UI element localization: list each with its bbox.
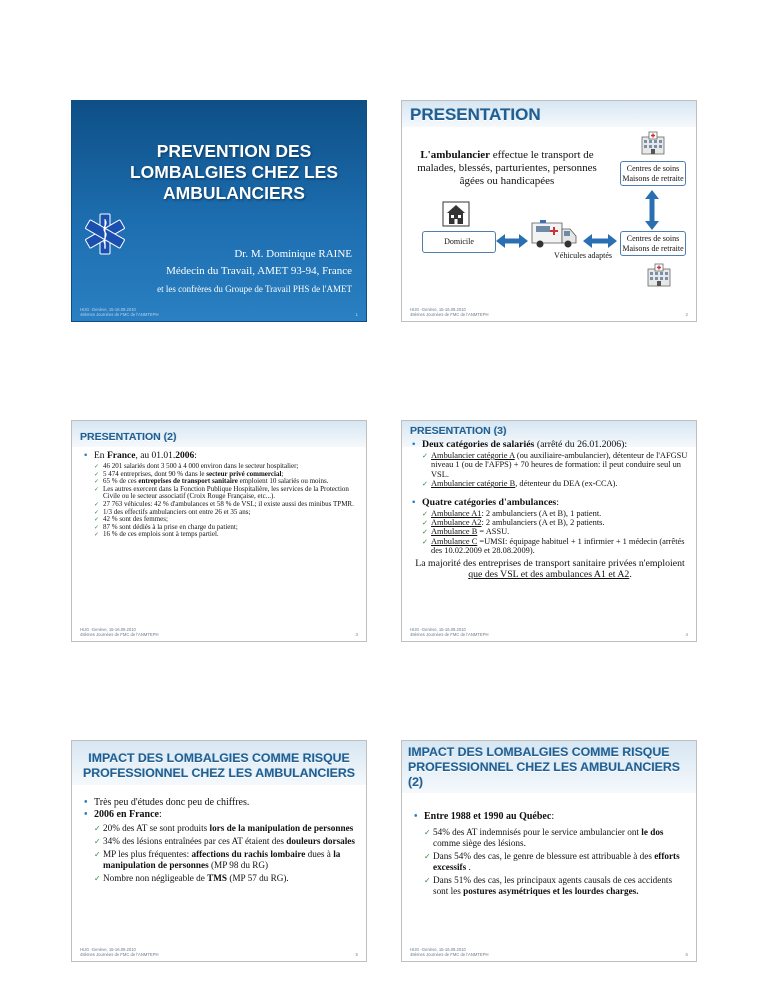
list-item: ✓ 42 % sont des femmes; — [94, 516, 358, 524]
ambulance-icon — [530, 217, 578, 249]
list-item: ✓ Ambulance A1: 2 ambulanciers (A et B), 1 patient. — [422, 509, 688, 518]
care-center-box-bottom: Centres de soins Maisons de retraite — [620, 231, 686, 256]
slide-3 — [71, 420, 367, 642]
page-number: 5 — [355, 952, 358, 957]
author-group: et les confrères du Groupe de Travail PHS de l'AMET — [157, 284, 352, 294]
list-item: ✓ 1/3 des effectifs ambulanciers ont entre 26 et 35 ans; — [94, 509, 358, 517]
star-of-life-icon — [82, 211, 128, 257]
bullet-ambulances: • Quatre catégories d'ambulances: ✓ Ambulance A1: 2 ambulanciers (A et B), 1 patient. ✓ Ambulance A2: 2 ambulanciers (A et B), 2 patients. ✓ Ambulance B = ASSU. ✓ Ambulance C =UMSI: équipage habituel + 1 infirmier + 1 médecin (arrêtés des 10.02.2009 et 28.08.2009). — [412, 497, 688, 556]
slide-footer: HUG -Genève, 15-16.09.2010 48èmes Journées de FMC de l'ANMTEPH — [80, 946, 159, 957]
slide-title: PRESENTATION (2) — [80, 431, 177, 443]
house-icon — [442, 201, 470, 227]
home-box: Domicile — [422, 231, 496, 253]
slide-footer: HUG -Genève, 15-16.09.2010 48èmes Journées de FMC de l'ANMTEPH — [80, 626, 159, 637]
intro-text: L'ambulancier effectue le transport de malades, blessés, parturientes, personnes âgées ou handicapées — [417, 149, 597, 187]
list-item: ✓ 27 763 véhicules: 42 % d'ambulances et 58 % de VSL; il existe aussi des minibus TPMR. — [94, 501, 358, 509]
list-item: ✓ 54% des AT indemnisés pour le service ambulancier ont le dos comme siège des lésions. — [424, 827, 688, 849]
page-number: 6 — [685, 952, 688, 957]
slide-footer: HUG -Genève, 15-16.09.2010 48èmes Journées de FMC de l'ANMTEPH — [410, 306, 489, 317]
slide-5 — [71, 740, 367, 962]
list-item: ✓ Ambulance B = ASSU. — [422, 527, 688, 536]
slide-1 — [71, 100, 367, 322]
list-item: ✓ 20% des AT se sont produits lors de la manipulation de personnes — [94, 823, 358, 834]
list-item: ✓ Ambulancier catégorie A (ou auxiliaire-ambulancier), détenteur de l'AFGSU niveau 1 (ou de l'AFPS) + 70 heures de formation: il peut conduire seul un VSL. — [422, 451, 688, 479]
bullet-quebec: • Entre 1988 et 1990 au Québec: ✓ 54% des AT indemnisés pour le service ambulancier ont le dos comme siège des lésions. ✓ Dans 54% des cas, le genre de blessure est attribuable à des efforts excessifs . ✓ Dans 51% des cas, les principaux agents causals de ces accidents sont les postures asymétriques et les lourdes charges. — [414, 811, 688, 897]
slide-footer: HUG -Genève, 15-16.09.2010 48èmes Journées de FMC de l'ANMTEPH — [410, 626, 489, 637]
page-number: 2 — [685, 312, 688, 317]
page-number: 3 — [355, 632, 358, 637]
slide-2 — [401, 100, 697, 322]
page-number: 4 — [685, 632, 688, 637]
double-arrow-icon — [495, 233, 529, 249]
list-item: ✓ Dans 54% des cas, le genre de blessure est attribuable à des efforts excessifs . — [424, 851, 688, 873]
hospital-icon — [640, 131, 666, 155]
page-number: 1 — [355, 312, 358, 317]
bullet-studies: • Très peu d'études donc peu de chiffres. — [84, 797, 358, 809]
list-item: ✓ 34% des lésions entraînées par ces AT étaient des douleurs dorsales — [94, 836, 358, 847]
author-role: Médecin du Travail, AMET 93-94, France — [166, 265, 352, 277]
slide-body — [412, 439, 688, 580]
slide-title: IMPACT DES LOMBALGIES COMME RISQUE PROFESSIONNEL CHEZ LES AMBULANCIERS (2) — [408, 745, 680, 789]
list-item: ✓ 65 % de ces entreprises de transport sanitaire emploient 10 salariés ou moins. — [94, 478, 358, 486]
list-item: ✓ Ambulance C =UMSI: équipage habituel + 1 infirmier + 1 médecin (arrêtés des 10.02.2009 et 28.08.2009). — [422, 537, 688, 556]
slide-body — [84, 451, 358, 539]
list-item: ✓ 5 474 entreprises, dont 90 % dans le secteur privé commercial; — [94, 471, 358, 479]
slide-title: PRESENTATION — [410, 105, 541, 124]
closing-text: La majorité des entreprises de transport sanitaire privées n'emploient que des VSL et des ambulances A1 et A2. — [415, 557, 685, 580]
list-item: ✓ 46 201 salariés dont 3 500 à 4 000 environ dans le secteur hospitalier; — [94, 463, 358, 471]
list-item: ✓ MP les plus fréquentes: affections du rachis lombaire dues à la manipulation de personnes (MP 98 du RG) — [94, 849, 358, 871]
care-center-box-top: Centres de soins Maisons de retraite — [620, 161, 686, 186]
slide-footer: HUG -Genève, 15-16.09.2010 48èmes Journées de FMC de l'ANMTEPH — [80, 306, 159, 317]
author-name: Dr. M. Dominique RAINE — [234, 248, 352, 260]
list-item: ✓ Ambulancier catégorie B, détenteur du DEA (ex-CCA). — [422, 479, 688, 488]
slide-body — [414, 811, 688, 897]
slide-6 — [401, 740, 697, 962]
double-arrow-icon — [582, 233, 618, 249]
slide-body — [84, 797, 358, 884]
list-item: ✓ Les autres exercent dans la Fonction Publique Hospitalière, les services de la Protection Civile ou le secteur associatif (Croix Rouge Française, etc...). — [94, 486, 358, 501]
slide-title: PRESENTATION (3) — [410, 425, 507, 437]
bullet-2006: • 2006 en France: ✓ 20% des AT se sont produits lors de la manipulation de personnes ✓ 34% des lésions entraînées par ces AT étaient des douleurs dorsales ✓ MP les plus fréquentes: affections du rachis lombaire dues à la manipulation de personnes (MP 98 du RG) ✓ Nombre non négligeable de TMS (MP 57 du RG). — [84, 809, 358, 884]
list-item: ✓ 16 % de ces emplois sont à temps partiel. — [94, 531, 358, 539]
slide-footer: HUG -Genève, 15-16.09.2010 48èmes Journées de FMC de l'ANMTEPH — [410, 946, 489, 957]
list-item: ✓ 87 % sont dédiés à la prise en charge du patient; — [94, 524, 358, 532]
list-item: ✓ Dans 51% des cas, les principaux agents causals de ces accidents sont les postures asymétriques et les lourdes charges. — [424, 875, 688, 897]
bullet-salaries: • Deux catégories de salariés (arrêté du 26.01.2006): ✓ Ambulancier catégorie A (ou auxiliaire-ambulancier), détenteur de l'AFGSU niveau 1 (ou de l'AFPS) + 70 heures de formation: il peut conduire seul un VSL. ✓ Ambulancier catégorie B, détenteur du DEA (ex-CCA). — [412, 439, 688, 489]
slide-4 — [401, 420, 697, 642]
bullet-lead: • En France, au 01.01.2006: ✓ 46 201 salariés dont 3 500 à 4 000 environ dans le secteur hospitalier; ✓ 5 474 entreprises, dont 90 % dans le secteur privé commercial; ✓ 65 % de ces entreprises de transport sanitaire emploient 10 salariés ou moins. ✓ Les autres exercent dans la Fonction Publique Hospitalière, les services de la Protection Civile ou le secteur associatif (Croix Rouge Française, etc...). ✓ 27 763 véhicules: 42 % d'ambulances et 58 % de VSL; il existe aussi des minibus TPMR. ✓ 1/3 des effectifs ambulanciers ont entre 26 et 35 ans; ✓ 42 % sont des femmes; ✓ 87 % sont dédiés à la prise en charge du patient; ✓ 16 % de ces emplois sont à temps partiel. — [84, 451, 358, 539]
list-item: ✓ Nombre non négligeable de TMS (MP 57 du RG). — [94, 873, 358, 884]
slide-title: IMPACT DES LOMBALGIES COMME RISQUE PROFESSIONNEL CHEZ LES AMBULANCIERS — [83, 751, 355, 780]
slide-title: PREVENTION DES LOMBALGIES CHEZ LES AMBULANCIERS — [129, 141, 339, 203]
vehicles-label: Véhicules adaptés — [554, 251, 612, 260]
double-arrow-icon — [644, 189, 660, 231]
hospital-icon — [646, 263, 672, 287]
list-item: ✓ Ambulance A2: 2 ambulanciers (A et B), 2 patients. — [422, 518, 688, 527]
